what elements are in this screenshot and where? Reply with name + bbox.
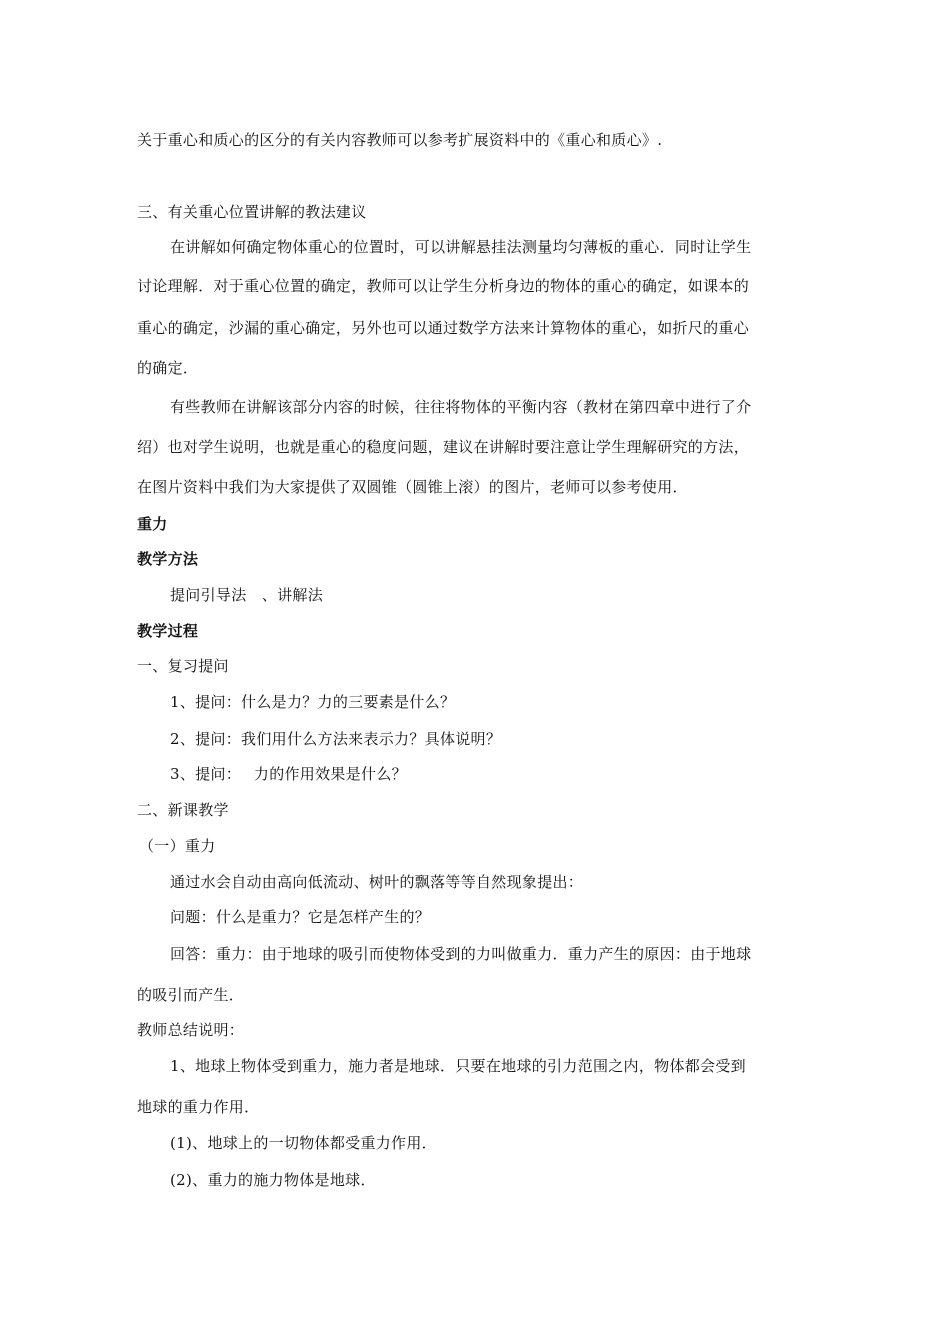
list-item: 1、提问：什么是力？力的三要素是什么？ [170, 693, 456, 711]
paragraph-line: 绍）也对学生说明，也就是重心的稳度问题，建议在讲解时要注意让学生理解研究的方法， [137, 438, 750, 456]
list-item: (2)、重力的施力物体是地球． [170, 1171, 376, 1189]
paragraph-line: 在讲解如何确定物体重心的位置时，可以讲解悬挂法测量均匀薄板的重心．同时让学生 [170, 238, 752, 256]
paragraph-line: 关于重心和质心的区分的有关内容教师可以参考扩展资料中的《重心和质心》. [137, 131, 663, 149]
paragraph-line: 在图片资料中我们为大家提供了双圆锥（圆锥上滚）的图片，老师可以参考使用． [137, 478, 688, 496]
paragraph-line: 提问引导法 、讲解法 [170, 586, 324, 604]
subsection-heading: （一）重力 [139, 837, 216, 855]
paragraph-line: 有些教师在讲解该部分内容的时候，往往将物体的平衡内容（教材在第四章中进行了介 [170, 398, 752, 416]
paragraph-line: 重心的确定，沙漏的重心确定，另外也可以通过数学方法来计算物体的重心，如折尺的重心 [137, 319, 750, 337]
paragraph-line: 1、地球上物体受到重力，施力者是地球．只要在地球的引力范围之内，物体都会受到 [170, 1057, 746, 1075]
paragraph-line: 的吸引而产生． [137, 986, 245, 1004]
paragraph-line: 通过水会自动由高向低流动、树叶的飘落等等自然现象提出： [170, 873, 584, 891]
paragraph-line: 地球的重力作用． [137, 1098, 260, 1116]
list-item: 2、提问：我们用什么方法来表示力？具体说明？ [170, 730, 502, 748]
section-heading: 一、复习提问 [137, 657, 229, 675]
teaching-process-heading: 教学过程 [137, 622, 199, 640]
paragraph-line: 教师总结说明： [137, 1021, 245, 1039]
teaching-method-heading: 教学方法 [137, 550, 199, 568]
section-heading: 二、新课教学 [137, 801, 229, 819]
section-heading: 三、有关重心位置讲解的教法建议 [137, 203, 367, 221]
paragraph-line: 的确定． [137, 359, 199, 377]
paragraph-line: 讨论理解．对于重心位置的确定，教师可以让学生分析身边的物体的重心的确定，如课本的 [137, 277, 750, 295]
title-heading: 重力 [137, 515, 168, 533]
paragraph-line: 问题：什么是重力？它是怎样产生的？ [170, 908, 431, 926]
list-item: (1)、地球上的一切物体都受重力作用． [170, 1134, 437, 1152]
list-item: 3、提问： 力的作用效果是什么？ [170, 765, 407, 783]
paragraph-line: 回答：重力：由于地球的吸引而使物体受到的力叫做重力．重力产生的原因：由于地球 [170, 945, 752, 963]
